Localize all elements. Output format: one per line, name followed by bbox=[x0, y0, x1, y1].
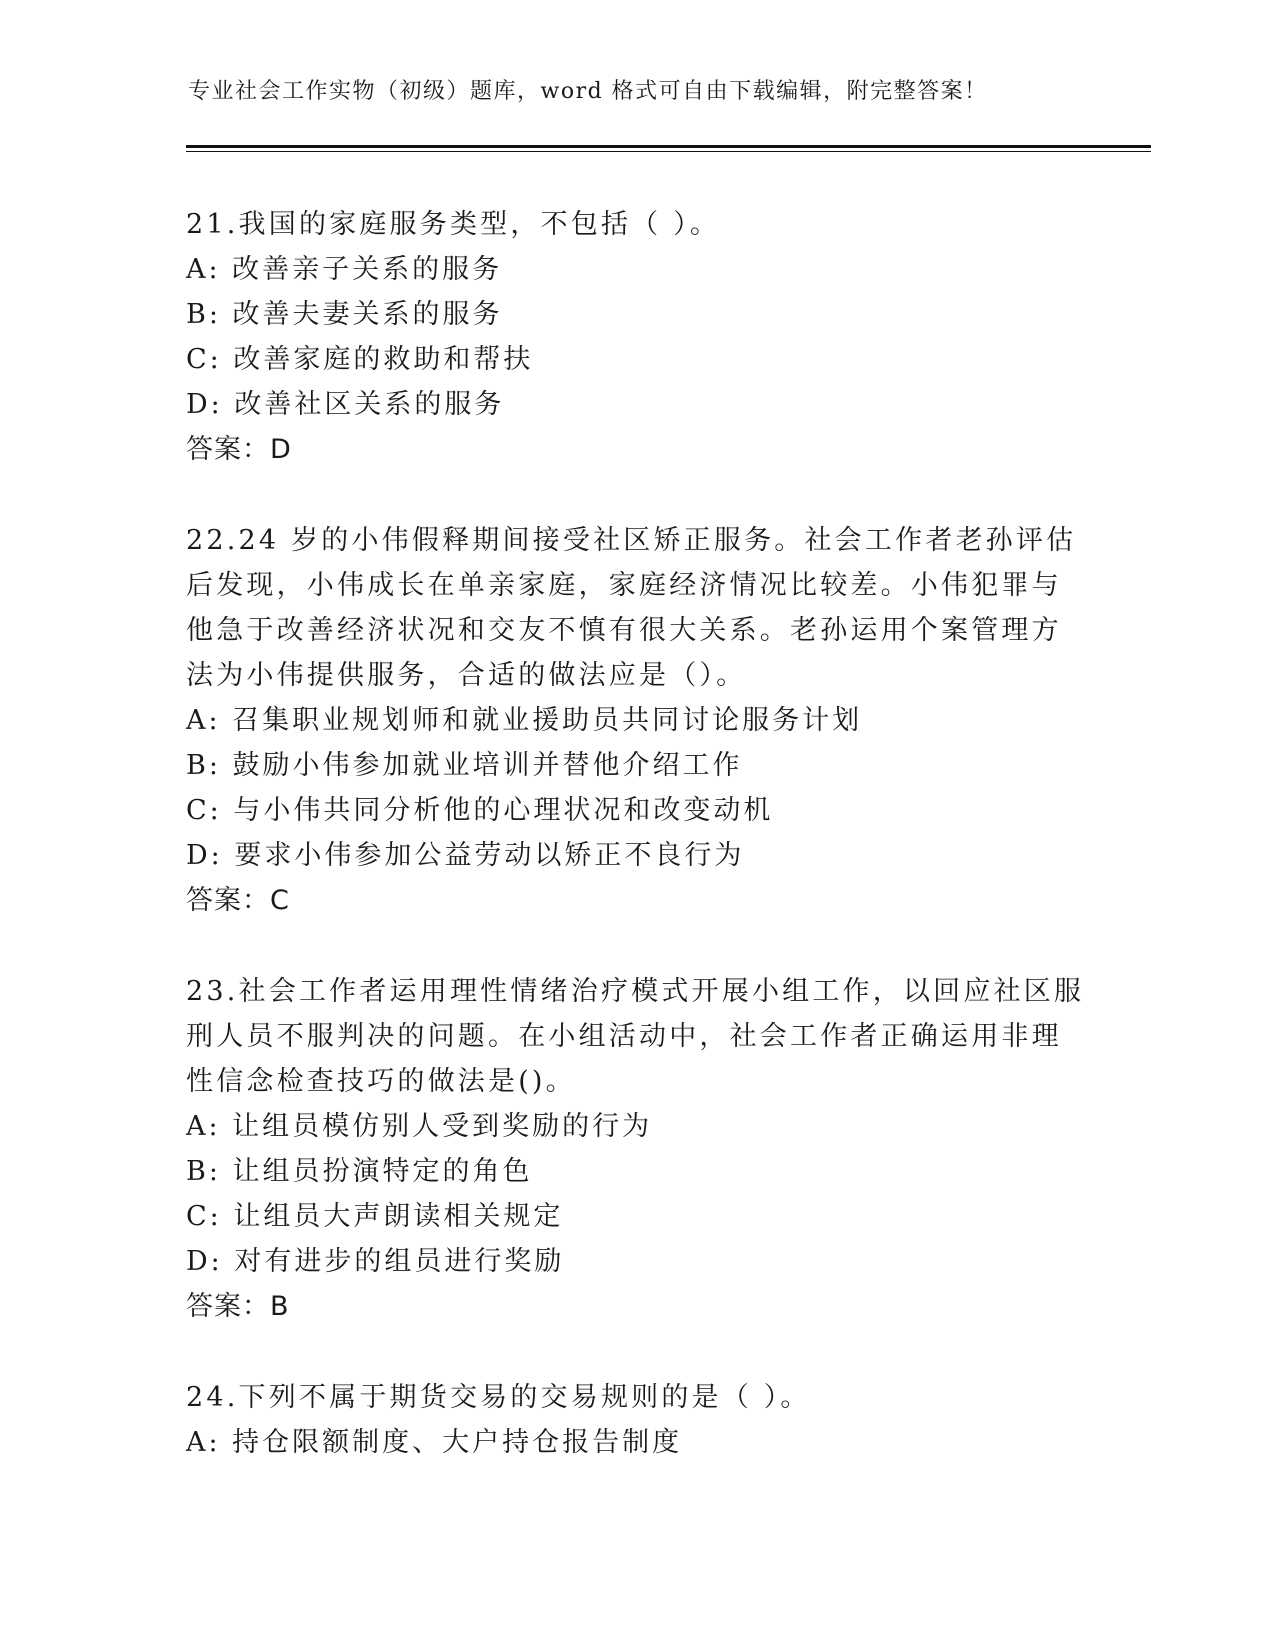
option-d: D: 要求小伟参加公益劳动以矫正不良行为 bbox=[186, 840, 745, 871]
option-b: B: 让组员扮演特定的角色 bbox=[186, 1156, 533, 1187]
option-b: B: 鼓励小伟参加就业培训并替他介绍工作 bbox=[186, 750, 743, 781]
question-21 bbox=[186, 202, 1086, 472]
answer-line: 答案：C bbox=[186, 885, 290, 916]
question-stem: 23.社会工作者运用理性情绪治疗模式开展小组工作，以回应社区服刑人员不服判决的问题。在小组活动中，社会工作者正确运用非理性信念检查技巧的做法是()。 bbox=[186, 976, 1085, 1097]
page-header: 专业社会工作实物（初级）题库，word 格式可自由下载编辑，附完整答案！ bbox=[188, 79, 988, 104]
answer-line: 答案：D bbox=[186, 434, 292, 465]
option-b: B: 改善夫妻关系的服务 bbox=[186, 299, 503, 330]
option-c: C: 让组员大声朗读相关规定 bbox=[186, 1201, 564, 1232]
option-d: D: 改善社区关系的服务 bbox=[186, 389, 505, 420]
option-a: A: 改善亲子关系的服务 bbox=[186, 254, 503, 285]
option-c: C: 与小伟共同分析他的心理状况和改变动机 bbox=[186, 795, 774, 826]
option-c: C: 改善家庭的救助和帮扶 bbox=[186, 344, 534, 375]
question-23 bbox=[186, 969, 1086, 1329]
header-rule-thin bbox=[186, 151, 1151, 152]
option-d: D: 对有进步的组员进行奖励 bbox=[186, 1246, 565, 1277]
question-stem: 21.我国的家庭服务类型，不包括（ ）。 bbox=[186, 209, 721, 240]
option-a: A: 召集职业规划师和就业援助员共同讨论服务计划 bbox=[186, 705, 863, 736]
answer-line: 答案：B bbox=[186, 1291, 290, 1322]
question-stem: 22.24 岁的小伟假释期间接受社区矫正服务。社会工作者老孙评估后发现，小伟成长在单亲家庭，家庭经济情况比较差。小伟犯罪与他急于改善经济状况和交友不慎有很大关系。老孙运用个案管理方法为小伟提供服务，合适的做法应是（）。 bbox=[186, 525, 1077, 691]
option-a: A: 持仓限额制度、大户持仓报告制度 bbox=[186, 1427, 683, 1458]
question-list bbox=[186, 202, 1086, 1511]
question-stem: 24.下列不属于期货交易的交易规则的是（ ）。 bbox=[186, 1382, 811, 1413]
header-rule-thick bbox=[186, 145, 1151, 148]
option-a: A: 让组员模仿别人受到奖励的行为 bbox=[186, 1111, 653, 1142]
question-24 bbox=[186, 1375, 1086, 1465]
question-22 bbox=[186, 518, 1086, 923]
